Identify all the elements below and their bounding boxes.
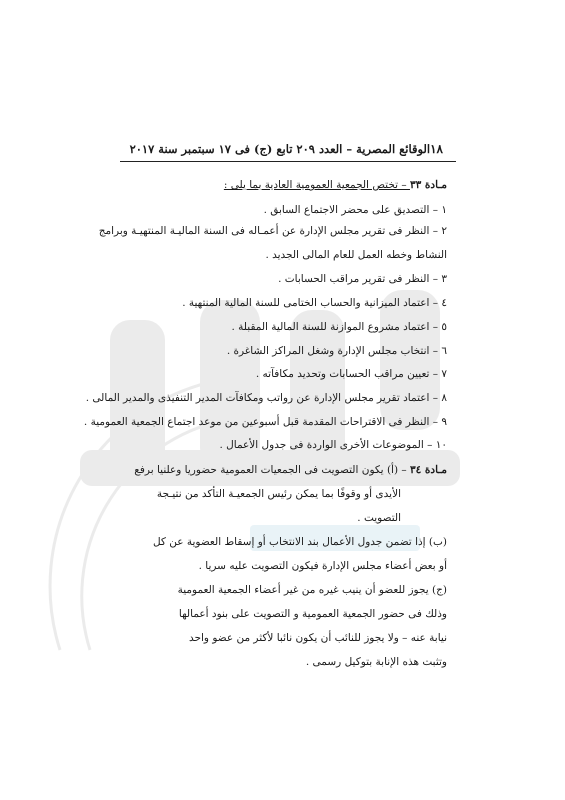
article-34-line: نيابة عنه – ولا يجوز للنائب أن يكون نائبا لأكثر من عضو واحد: [189, 632, 447, 644]
page-header: [129, 140, 443, 158]
article-34-line: وتثبت هذه الإنابة بتوكيل رسمى .: [305, 656, 447, 668]
article-33-item: ٨ – اعتماد تقرير مجلس الإدارة عن رواتب ومكافآت المدير التنفيذى والمدير المالى .: [85, 392, 447, 404]
article-33-item: ١ – التصديق على محضر الاجتماع السابق .: [263, 204, 447, 216]
article-34-first-line: [134, 463, 447, 478]
article-33-item: ٦ – انتخاب مجلس الإدارة وشغل المراكز الشاغرة .: [226, 345, 447, 357]
article-34-line: وذلك فى حضور الجمعية العمومية و التصويت على بنود أعمالها: [178, 608, 447, 620]
article-34-line: الأيدى أو وقوفًا بما يمكن رئيس الجمعيـة التأكد من نتيـجة: [156, 488, 401, 500]
article-33-item: ٩ – النظر فى الاقتراحات المقدمة قبل أسبوعين من موعد اجتماع الجمعية العمومية .: [83, 416, 447, 428]
article-34-label: مـادة ٣٤: [409, 464, 447, 476]
article-34-text: – (أ) يكون التصويت فى الجمعيات العمومية حضوريا وعلنيا برفع: [134, 464, 410, 476]
article-33-item: ٧ – تعيين مراقب الحسابات وتحديد مكافآته .: [255, 368, 447, 380]
article-34-line: التصويت .: [357, 512, 401, 524]
article-33-item: ١٠ – الموضوعات الأخرى الواردة فى جدول الأعمال .: [219, 439, 447, 451]
article-33-item: ٢ – النظر فى تقرير مجلس الإدارة عن أعمـاله فى السنة الماليـة المنتهيـة وبرامج: [98, 225, 447, 237]
article-33-heading-text: – تختص الجمعية العمومية العادية بما يلى :: [223, 179, 410, 191]
header-rule: [120, 161, 456, 162]
article-34-line: (ب) إذا تضمن جدول الأعمال بند الانتخاب أو إسقاط العضوية عن كل: [152, 536, 447, 548]
gazette-title: الوقائع المصرية – العدد ٢٠٩ تابع (ج) فى ١٧ سبتمبر سنة ٢٠١٧: [129, 142, 431, 156]
article-34-line: أو بعض أعضاء مجلس الإدارة فيكون التصويت عليه سريا .: [198, 560, 447, 572]
article-33-item: ٣ – النظر فى تقرير مراقب الحسابات .: [278, 273, 447, 285]
article-34-line: (ج) يجوز للعضو أن ينيب غيره من غير أعضاء الجمعية العمومية: [177, 584, 447, 596]
article-33-item: ٥ – اعتماد مشروع الموازنة للسنة المالية المقبلة .: [231, 321, 447, 333]
article-33-item: النشاط وخطه العمل للعام المالى الجديد .: [265, 249, 447, 261]
page-number: ١٨: [430, 142, 443, 156]
article-33-heading: [224, 178, 447, 193]
article-33-item: ٤ – اعتماد الميزانية والحساب الختامى للسنة المالية المنتهية .: [182, 297, 447, 309]
article-33-label: مـادة ٣٣: [409, 179, 447, 191]
